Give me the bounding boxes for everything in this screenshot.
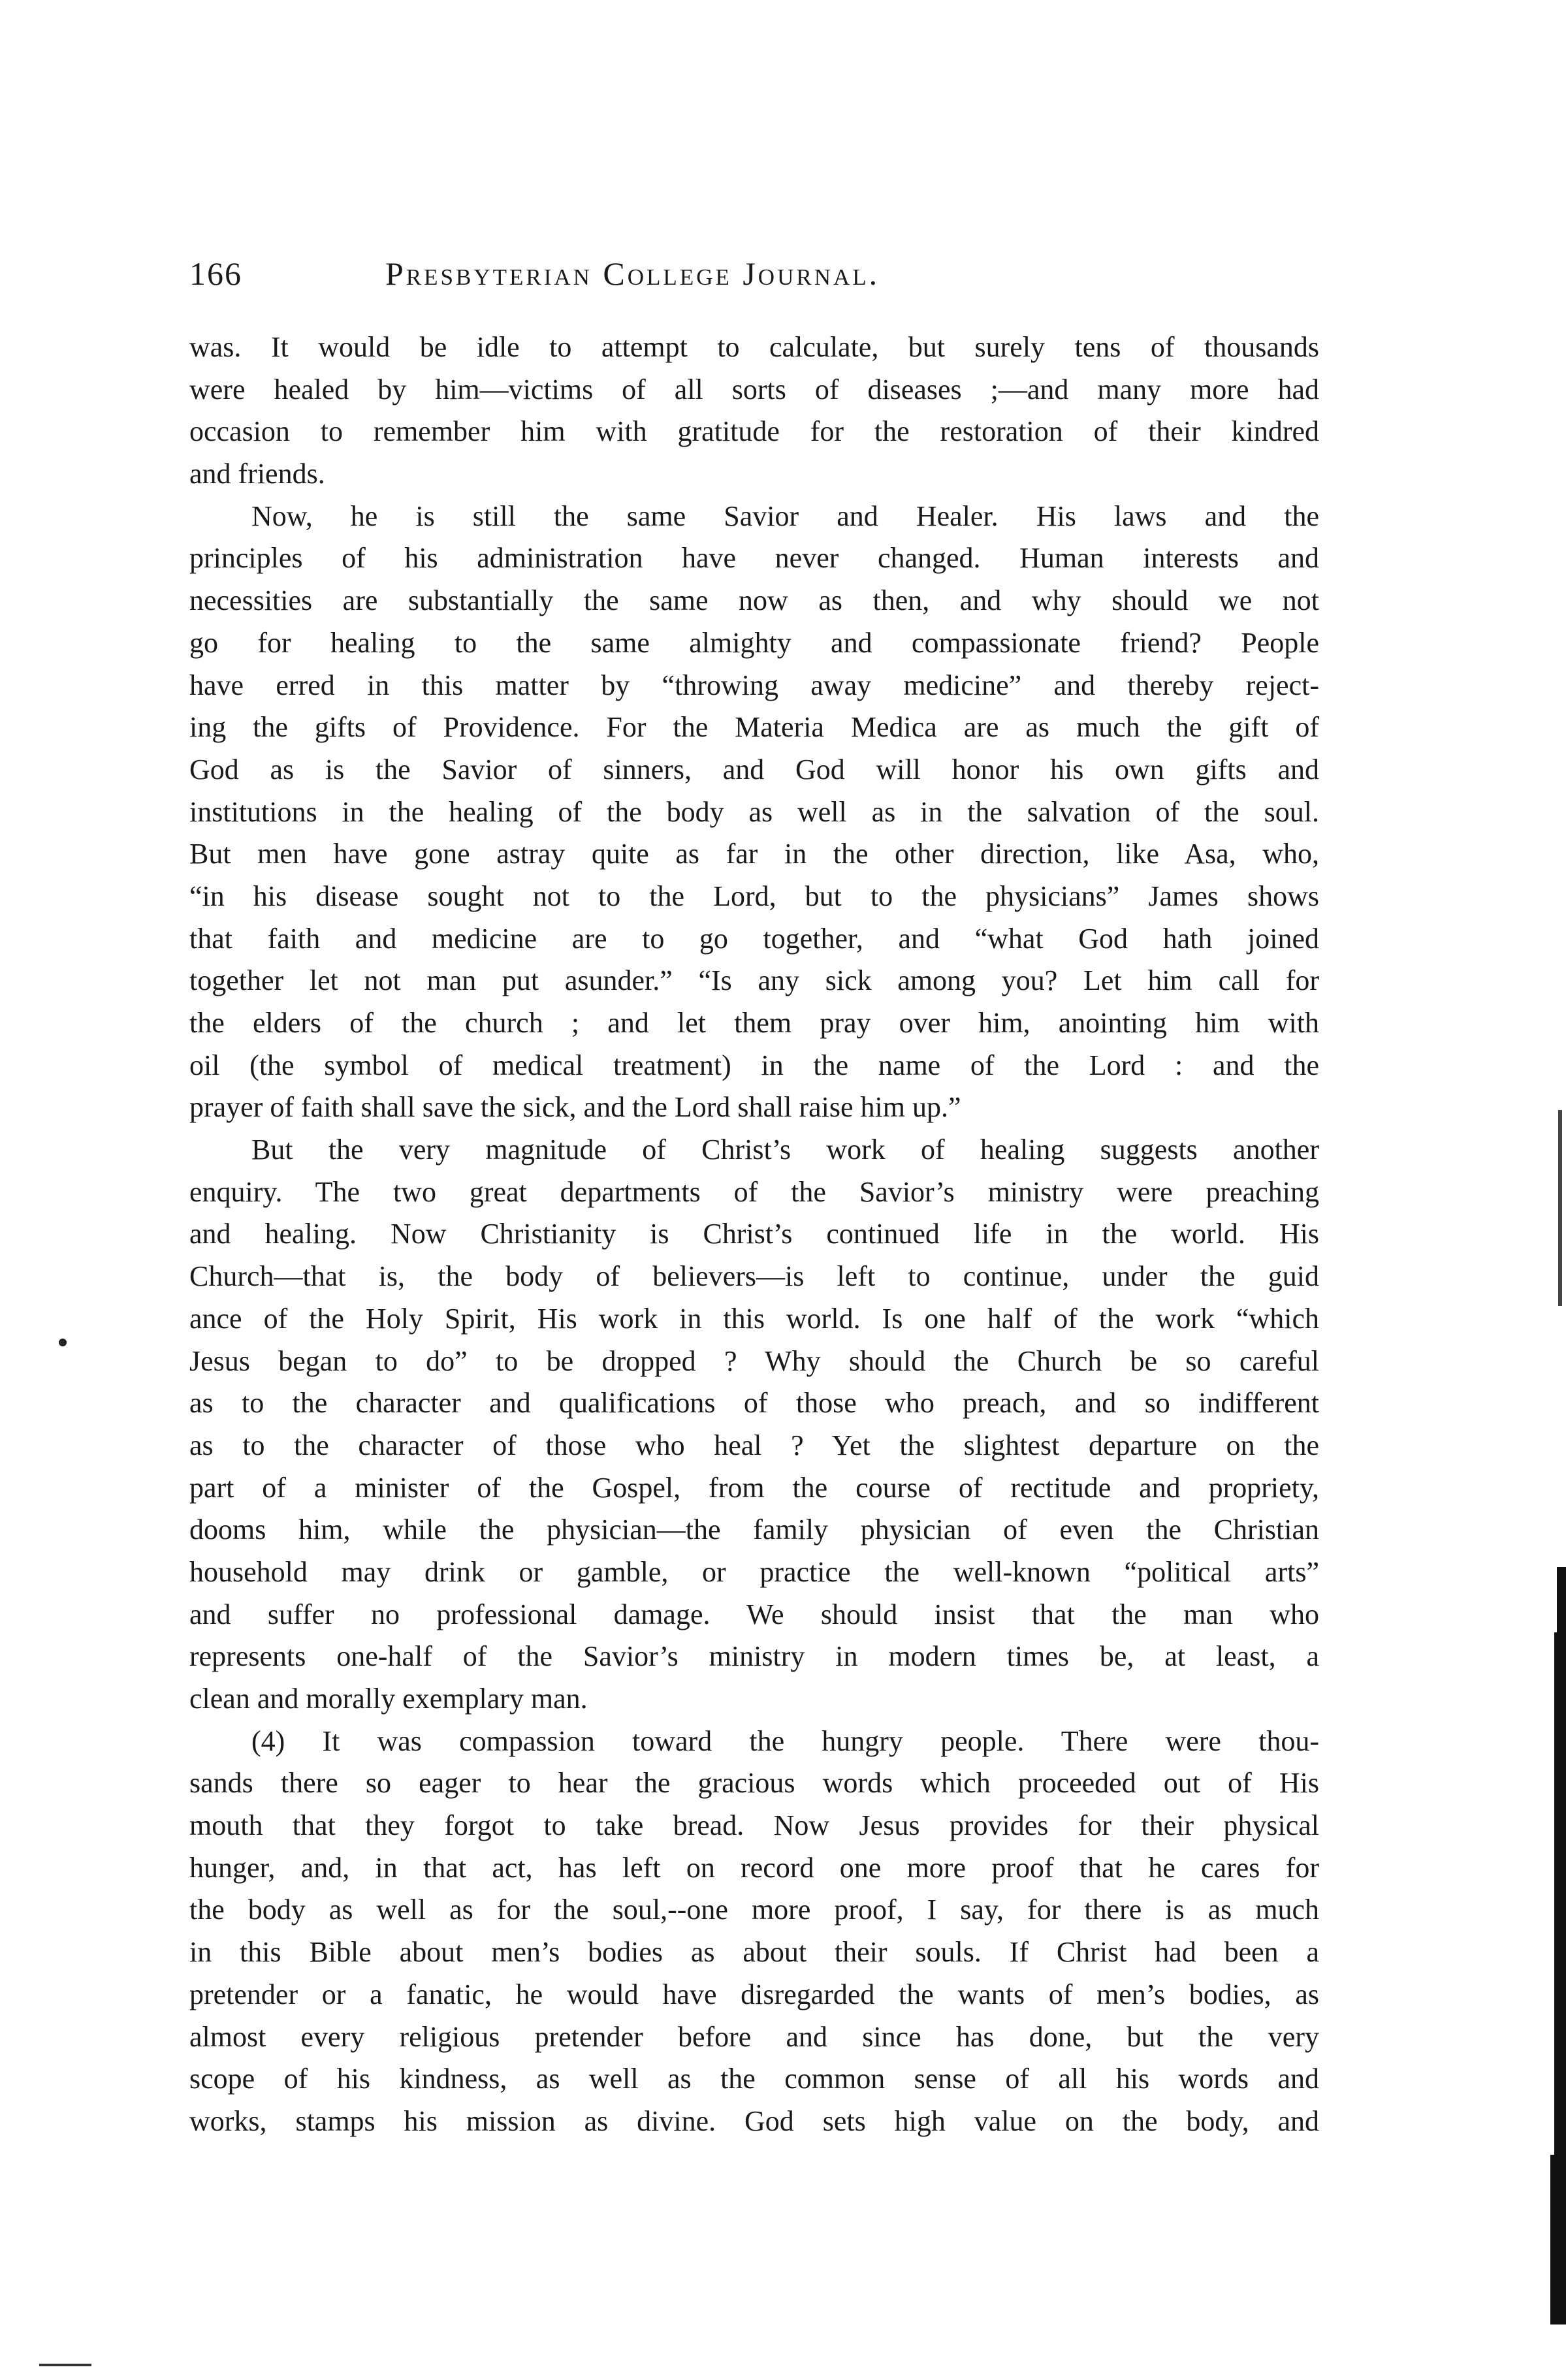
scan-edge-mark [1557,1567,1566,1639]
text-line: Now, he is still the same Savior and Healer. His laws and the [251,500,1319,532]
text-line: pretender or a fanatic, he would have disregarded the wants of men’s bodies, as [189,1978,1319,2010]
text-line: hunger, and, in that act, has left on record one more proof that he cares for [189,1851,1319,1884]
scan-edge-mark [1554,1632,1566,2155]
text-line: oil (the symbol of medical treatment) in the name of the Lord : and the [189,1049,1319,1081]
text-line: But the very magnitude of Christ’s work of healing suggests another [251,1134,1319,1166]
text-line: almost every religious pretender before and since has done, but the very [189,2020,1319,2053]
text-line: the body as well as for the soul,--one more proof, I say, for there is as much [189,1894,1319,1926]
scan-corner-mark [39,2364,91,2366]
text-line: prayer of faith shall save the sick, and the Lord shall raise him up.” [189,1091,961,1124]
text-line: But men have gone astray quite as far in the other direction, like Asa, who, [189,838,1319,870]
text-line: ing the gifts of Providence. For the Materia Medica are as much the gift of [189,711,1319,744]
text-line: and friends. [189,458,325,490]
text-line: occasion to remember him with gratitude for the restoration of their kindred [189,415,1319,448]
text-line: institutions in the healing of the body as well as in the salvation of the soul. [189,795,1319,828]
text-line: household may drink or gamble, or practice the well-known “political arts” [189,1555,1319,1588]
text-line: principles of his administration have never changed. Human interests and [189,542,1319,575]
text-line: together let not man put asunder.” “Is any sick among you? Let him call for [189,964,1319,997]
text-line: clean and morally exemplary man. [189,1683,588,1715]
text-line: as to the character and qualifications of those who preach, and so indifferent [189,1387,1319,1420]
text-line: was. It would be idle to attempt to calculate, but surely tens of thousands [189,331,1319,363]
text-line: necessities are substantially the same now as then, and why should we not [189,584,1319,617]
text-line: ance of the Holy Spirit, His work in this world. Is one half of the work “which [189,1302,1319,1335]
scan-edge-mark [1558,1110,1562,1306]
running-header [189,255,1319,320]
page-number: 166 [189,255,242,292]
text-line: go for healing to the same almighty and compassionate friend? People [189,626,1319,659]
text-line: were healed by him—victims of all sorts of diseases ;—and many more had [189,373,1319,405]
text-line: God as is the Savior of sinners, and God will honor his own gifts and [189,753,1319,785]
journal-title: Presbyterian College Journal. [385,255,880,292]
margin-bullet [59,1339,67,1346]
text-line: mouth that they forgot to take bread. Now Jesus provides for their physical [189,1809,1319,1842]
text-line: enquiry. The two great departments of the Savior’s ministry were preaching [189,1175,1319,1208]
text-line: (4) It was compassion toward the hungry people. There were thou- [251,1724,1319,1757]
text-line: and suffer no professional damage. We should insist that the man who [189,1598,1319,1630]
text-line: works, stamps his mission as divine. God sets high value on the body, and [189,2104,1319,2137]
text-line: “in his disease sought not to the Lord, but to the physicians” James shows [189,880,1319,912]
text-line: have erred in this matter by “throwing away medicine” and thereby reject- [189,669,1319,701]
text-line: in this Bible about men’s bodies as about their souls. If Christ had been a [189,1936,1319,1969]
document-page [189,255,1319,2143]
text-line: sands there so eager to hear the gracious words which proceeded out of His [189,1767,1319,1800]
text-line: represents one-half of the Savior’s ministry in modern times be, at least, a [189,1640,1319,1673]
text-line: the elders of the church ; and let them pray over him, anointing him with [189,1007,1319,1039]
text-line: that faith and medicine are to go together, and “what God hath joined [189,922,1319,955]
text-line: Church—that is, the body of believers—is left to continue, under the guid [189,1260,1319,1293]
scan-edge-mark [1550,2155,1566,2324]
text-line: part of a minister of the Gospel, from the course of rectitude and propriety, [189,1471,1319,1504]
text-line: and healing. Now Christianity is Christ’s continued life in the world. His [189,1218,1319,1250]
text-line: dooms him, while the physician—the family physician of even the Christian [189,1514,1319,1546]
text-line: scope of his kindness, as well as the common sense of all his words and [189,2063,1319,2095]
text-line: Jesus began to do” to be dropped ? Why should the Church be so careful [189,1344,1319,1377]
text-line: as to the character of those who heal ? Yet the slightest departure on the [189,1429,1319,1461]
body-text [189,326,1319,2143]
